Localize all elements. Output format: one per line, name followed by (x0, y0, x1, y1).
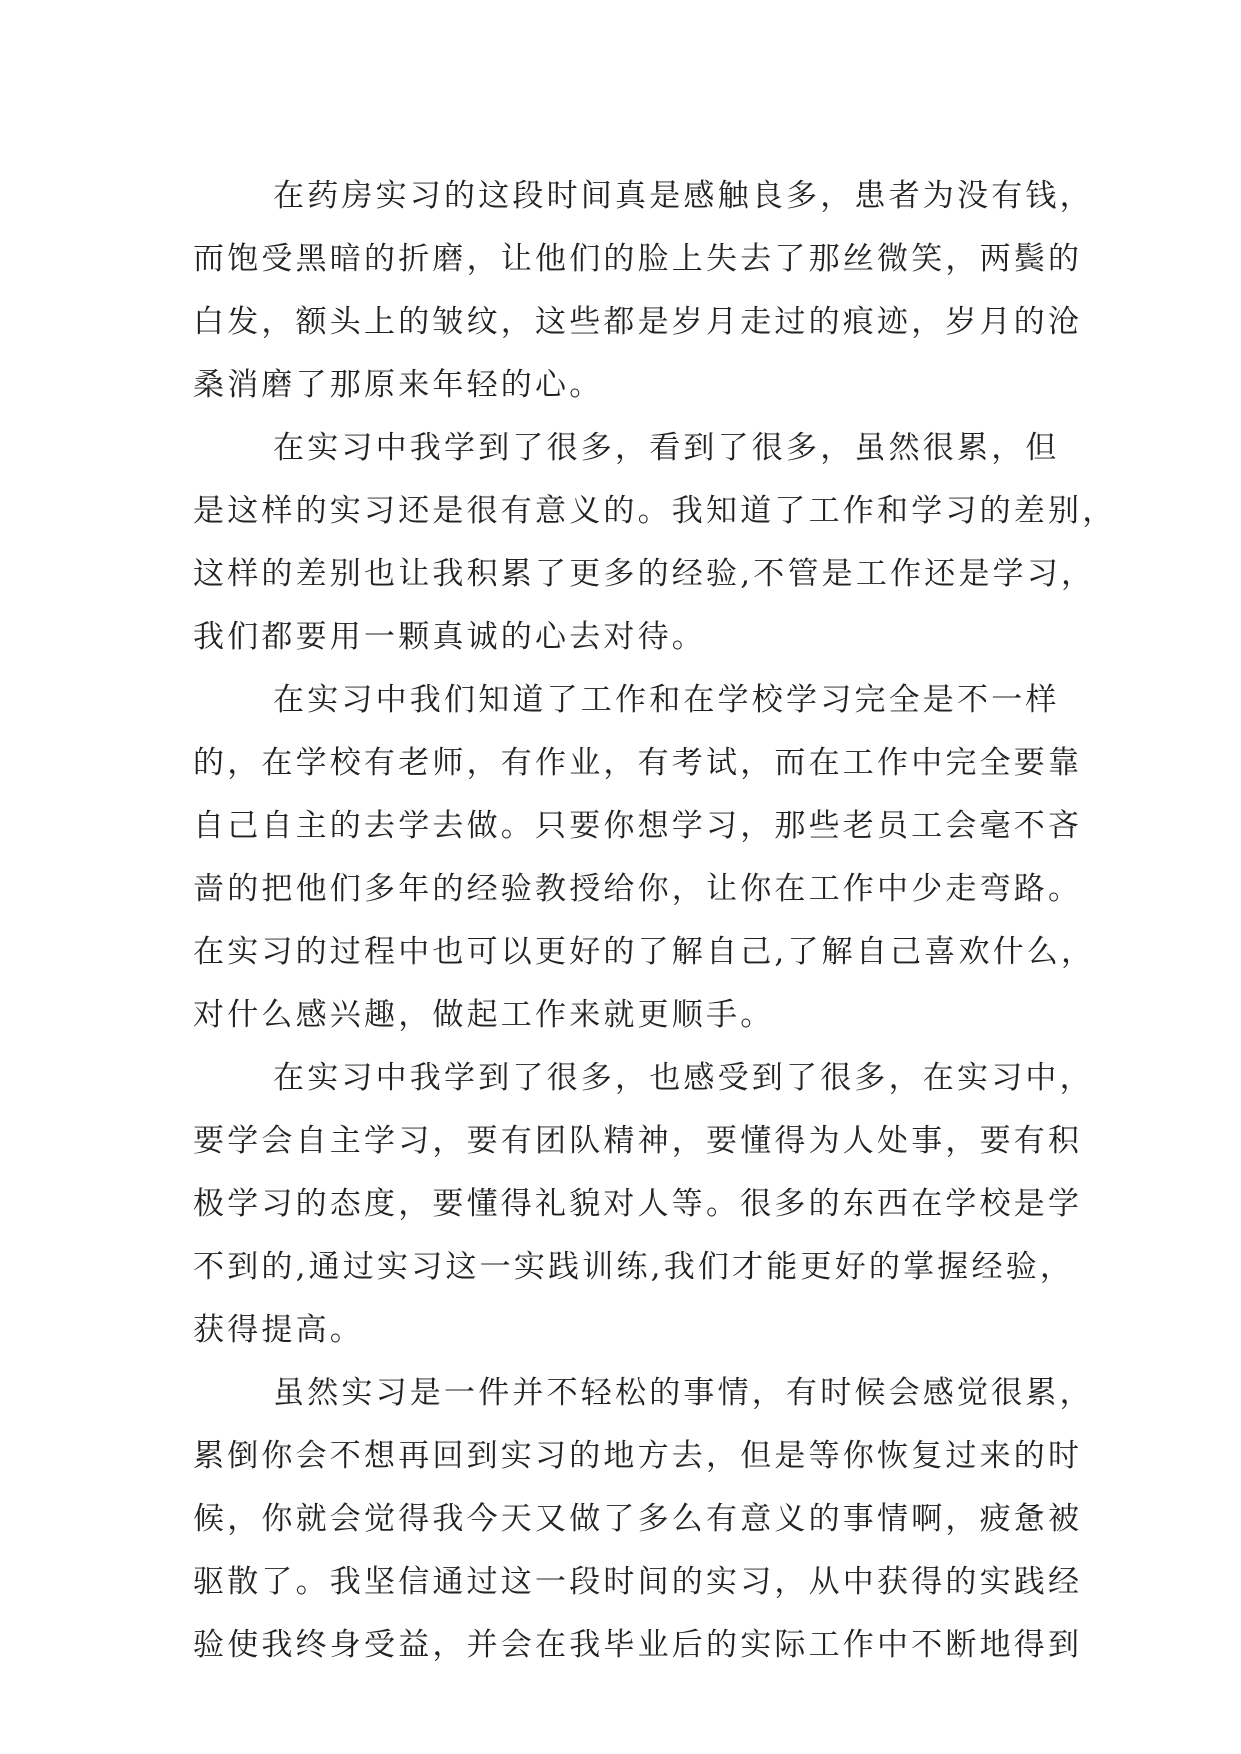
paragraph-3 (193, 669, 1096, 1047)
paragraph-3-line-4: 啬的把他们多年的经验教授给你，让你在工作中少走弯路。 (193, 871, 1083, 907)
paragraph-5-line-5: 验使我终身受益，并会在我毕业后的实际工作中不断地得到 (193, 1627, 1083, 1663)
paragraph-4-line-3: 极学习的态度，要懂得礼貌对人等。很多的东西在学校是学 (193, 1186, 1083, 1222)
paragraph-3-line-6: 对什么感兴趣，做起工作来就更顺手。 (193, 997, 775, 1033)
paragraph-1-line-1: 在药房实习的这段时间真是感触良多，患者为没有钱， (273, 178, 1094, 214)
paragraph-1-line-2: 而饱受黑暗的折磨，让他们的脸上失去了那丝微笑，两鬓的 (193, 241, 1083, 277)
paragraph-5-line-2: 累倒你会不想再回到实习的地方去，但是等你恢复过来的时 (193, 1438, 1083, 1474)
paragraph-5-line-3: 候，你就会觉得我今天又做了多么有意义的事情啊，疲惫被 (193, 1501, 1083, 1537)
paragraph-5-line-1: 虽然实习是一件并不轻松的事情，有时候会感觉很累， (273, 1375, 1094, 1411)
paragraph-4-line-5: 获得提高。 (193, 1312, 364, 1348)
paragraph-4-line-4: 不到的,通过实习这一实践训练,我们才能更好的掌握经验， (193, 1249, 1075, 1285)
paragraph-5-line-4: 驱散了。我坚信通过这一段时间的实习，从中获得的实践经 (193, 1564, 1083, 1600)
paragraph-3-line-5: 在实习的过程中也可以更好的了解自己,了解自己喜欢什么， (193, 934, 1096, 970)
paragraph-2 (193, 417, 1117, 669)
paragraph-1-line-4: 桑消磨了那原来年轻的心。 (193, 367, 604, 403)
paragraph-2-line-4: 我们都要用一颗真诚的心去对待。 (193, 619, 706, 655)
paragraph-3-line-2: 的，在学校有老师，有作业，有考试，而在工作中完全要靠 (193, 745, 1083, 781)
paragraph-1 (193, 165, 1093, 417)
paragraph-2-line-1: 在实习中我学到了很多，看到了很多，虽然很累，但 (273, 430, 1060, 466)
paragraph-5 (193, 1362, 1093, 1677)
paragraph-4-line-2: 要学会自主学习，要有团队精神，要懂得为人处事，要有积 (193, 1123, 1083, 1159)
paragraph-1-line-3: 白发，额头上的皱纹，这些都是岁月走过的痕迹，岁月的沧 (193, 304, 1083, 340)
paragraph-4-line-1: 在实习中我学到了很多，也感受到了很多，在实习中， (273, 1060, 1094, 1096)
document-body (193, 165, 1117, 1677)
paragraph-2-line-2: 是这样的实习还是很有意义的。我知道了工作和学习的差别， (193, 493, 1117, 529)
paragraph-2-line-3: 这样的差别也让我积累了更多的经验,不管是工作还是学习， (193, 556, 1096, 592)
paragraph-3-line-3: 自己自主的去学去做。只要你想学习，那些老员工会毫不吝 (193, 808, 1083, 844)
paragraph-3-line-1: 在实习中我们知道了工作和在学校学习完全是不一样 (273, 682, 1060, 718)
paragraph-4 (193, 1047, 1093, 1362)
